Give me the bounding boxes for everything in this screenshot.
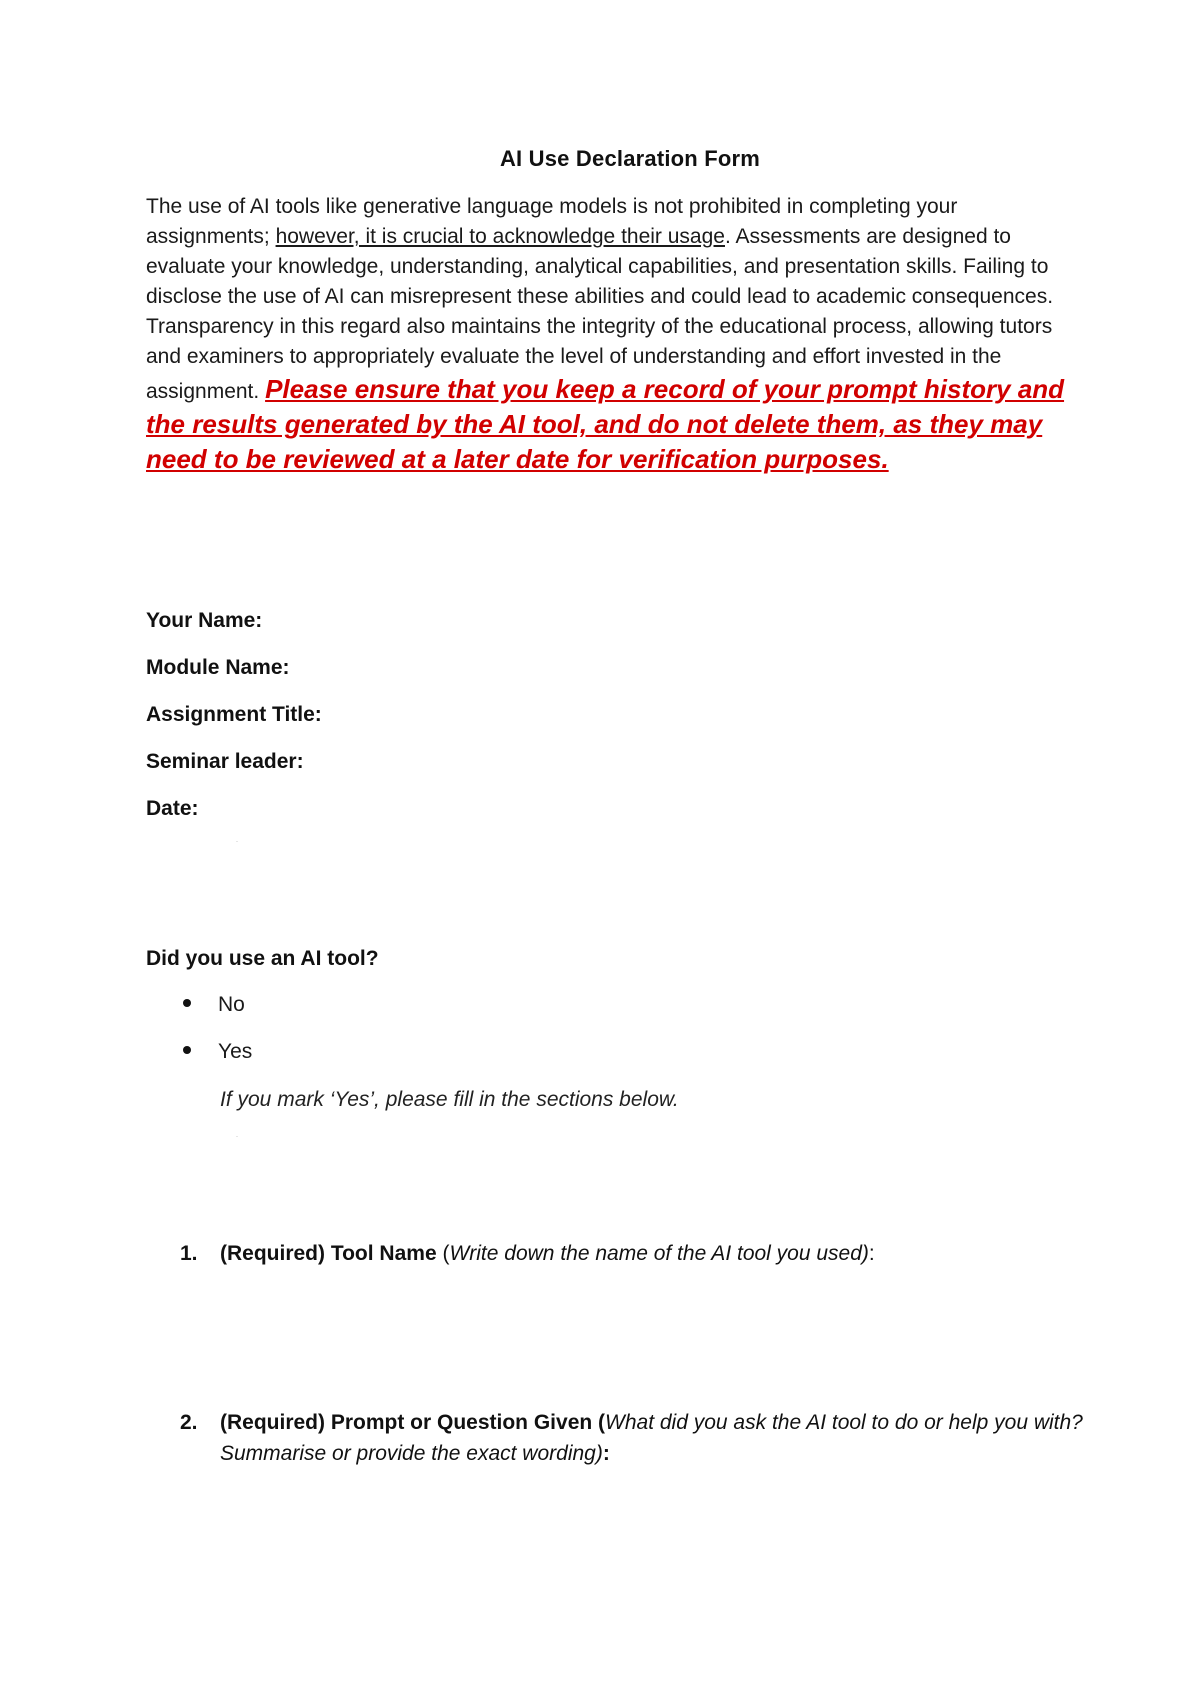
yes-instruction: If you mark ‘Yes’, please fill in the sections below. — [220, 1088, 679, 1111]
bullet-icon — [183, 1046, 191, 1054]
intro-text-a: The use of AI tools like generative language models is not prohibited in completing your assignments; — [146, 195, 958, 248]
bullet-icon — [183, 999, 191, 1007]
scan-speck — [236, 841, 238, 842]
intro-paragraph — [146, 192, 1076, 477]
section-instruction: Write down the name of the AI tool you used) — [449, 1242, 869, 1265]
option-no-label: No — [218, 993, 245, 1016]
section-label: (Required) Prompt or Question Given ( — [220, 1411, 606, 1434]
section-prompt-given — [180, 1407, 1100, 1469]
section-colon: : — [602, 1442, 610, 1465]
option-no[interactable] — [183, 993, 245, 1017]
module-name-label: Module Name: — [146, 656, 290, 679]
your-name-label: Your Name: — [146, 609, 263, 632]
ai-use-question: Did you use an AI tool? — [146, 947, 379, 970]
warning-text: Please ensure that you keep a record of your prompt history and the results generated by the AI tool, and do not delete them, as they may need to be reviewed at a later date for verification purposes. — [146, 374, 1065, 474]
intro-underlined-text: however, it is crucial to acknowledge their usage — [275, 225, 725, 248]
section-paren-open: ( — [436, 1242, 450, 1265]
section-label: (Required) Tool Name — [220, 1242, 437, 1265]
option-yes[interactable] — [183, 1040, 252, 1064]
date-label: Date: — [146, 797, 199, 820]
section-instruction: What did you ask the AI tool to do or help you with? Summarise or provide the exact wording) — [220, 1411, 1083, 1465]
section-number: 1. — [180, 1242, 198, 1265]
intro-text-b: . Assessments are designed to evaluate your knowledge, understanding, analytical capabilities, and presentation skills. Failing to disclose the use of AI can misrepresent these abilities and could lead to academic consequences. Transparency in this regard also maintains the integrity of the educational process, allowing tutors and examiners to appropriately evaluate the level of understanding and effort invested in the assignment. — [146, 225, 1054, 403]
scan-speck — [236, 1136, 238, 1137]
seminar-leader-label: Seminar leader: — [146, 750, 304, 773]
section-number: 2. — [180, 1411, 198, 1434]
form-title: AI Use Declaration Form — [499, 146, 761, 171]
assignment-title-label: Assignment Title: — [146, 703, 322, 726]
option-yes-label: Yes — [218, 1040, 253, 1063]
section-tool-name — [180, 1238, 880, 1269]
section-colon: : — [868, 1242, 875, 1265]
